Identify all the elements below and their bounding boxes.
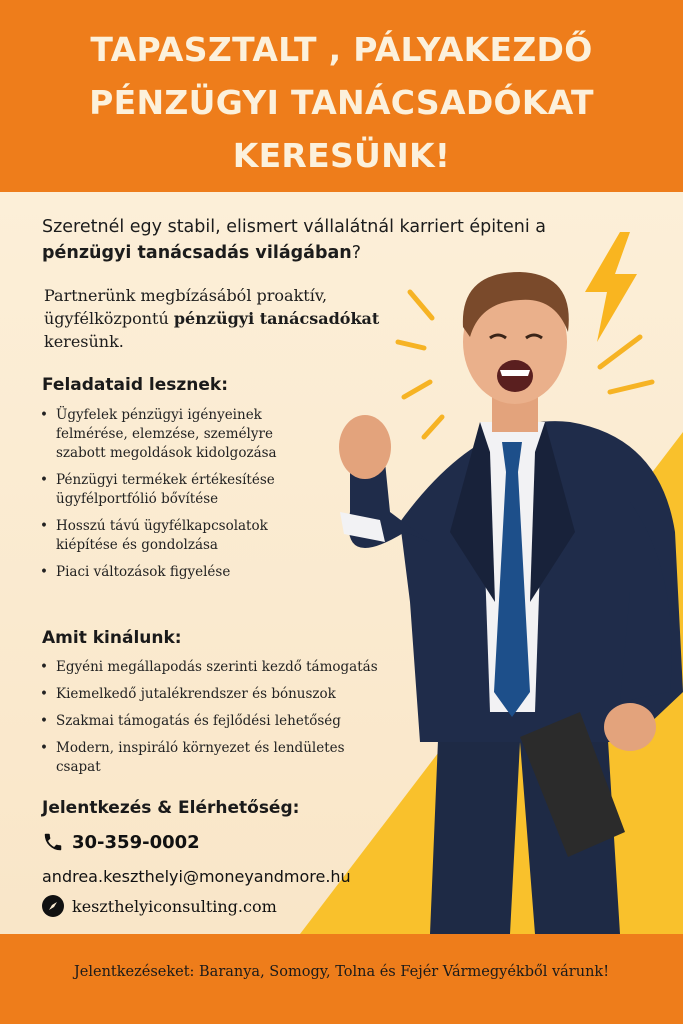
email-row[interactable] [42, 867, 351, 886]
phone-number[interactable]: 30-359-0002 [72, 831, 200, 853]
list-item: • Hosszú távú ügyfélkapcsolatok kiépítése és gondolzása [40, 518, 268, 553]
compass-icon [42, 895, 64, 917]
duties-list [40, 406, 310, 590]
list-item: • Piaci változások figyelése [40, 564, 231, 580]
offers-heading: Amit kinálunk: [42, 628, 182, 648]
headline-line-1: TAPASZTALT , PÁLYAKEZDŐ [90, 30, 593, 69]
website-row[interactable] [42, 895, 277, 917]
footer-banner [0, 934, 683, 1024]
headline-line-2: PÉNZÜGYI TANÁCSADÓKAT [89, 83, 594, 122]
businessman-illustration [330, 272, 683, 934]
list-item: • Pénzügyi termékek értékesítése ügyfélportfólió bővítése [40, 472, 275, 507]
phone-icon [42, 831, 64, 853]
partner-text: Partnerünk megbízásából proaktív, ügyfélközpontú pénzügyi tanácsadókat keresünk. [44, 286, 380, 351]
website-link[interactable]: keszthelyiconsulting.com [72, 896, 277, 916]
headline-line-3: KERESÜNK! [232, 136, 451, 175]
intro-text: Szeretnél egy stabil, elismert vállalátnál karriert épiteni a pénzügyi tanácsadás világában? [42, 217, 546, 263]
footer-text: Jelentkezéseket: Baranya, Somogy, Tolna és Fejér Vármegyékből várunk! [73, 964, 610, 980]
offers-list [40, 658, 410, 785]
email-link[interactable]: andrea.keszthelyi@moneyandmore.hu [42, 867, 351, 886]
list-item: • Kiemelkedő jutalékrendszer és bónuszok [40, 686, 336, 702]
list-item: • Egyéni megállapodás szerinti kezdő támogatás [40, 659, 378, 675]
header-banner [0, 0, 683, 192]
main-content [0, 192, 683, 934]
list-item: • Ügyfelek pénzügyi igényeinek felmérése, elemzése, személyre szabott megoldások kidolgozása [40, 407, 277, 461]
phone-row[interactable] [42, 831, 200, 853]
contact-heading: Jelentkezés & Elérhetőség: [42, 798, 300, 818]
list-item: • Szakmai támogatás és fejlődési lehetőség [40, 713, 341, 729]
list-item: • Modern, inspiráló környezet és lendületes csapat [40, 740, 345, 775]
duties-heading: Feladataid lesznek: [42, 375, 229, 395]
